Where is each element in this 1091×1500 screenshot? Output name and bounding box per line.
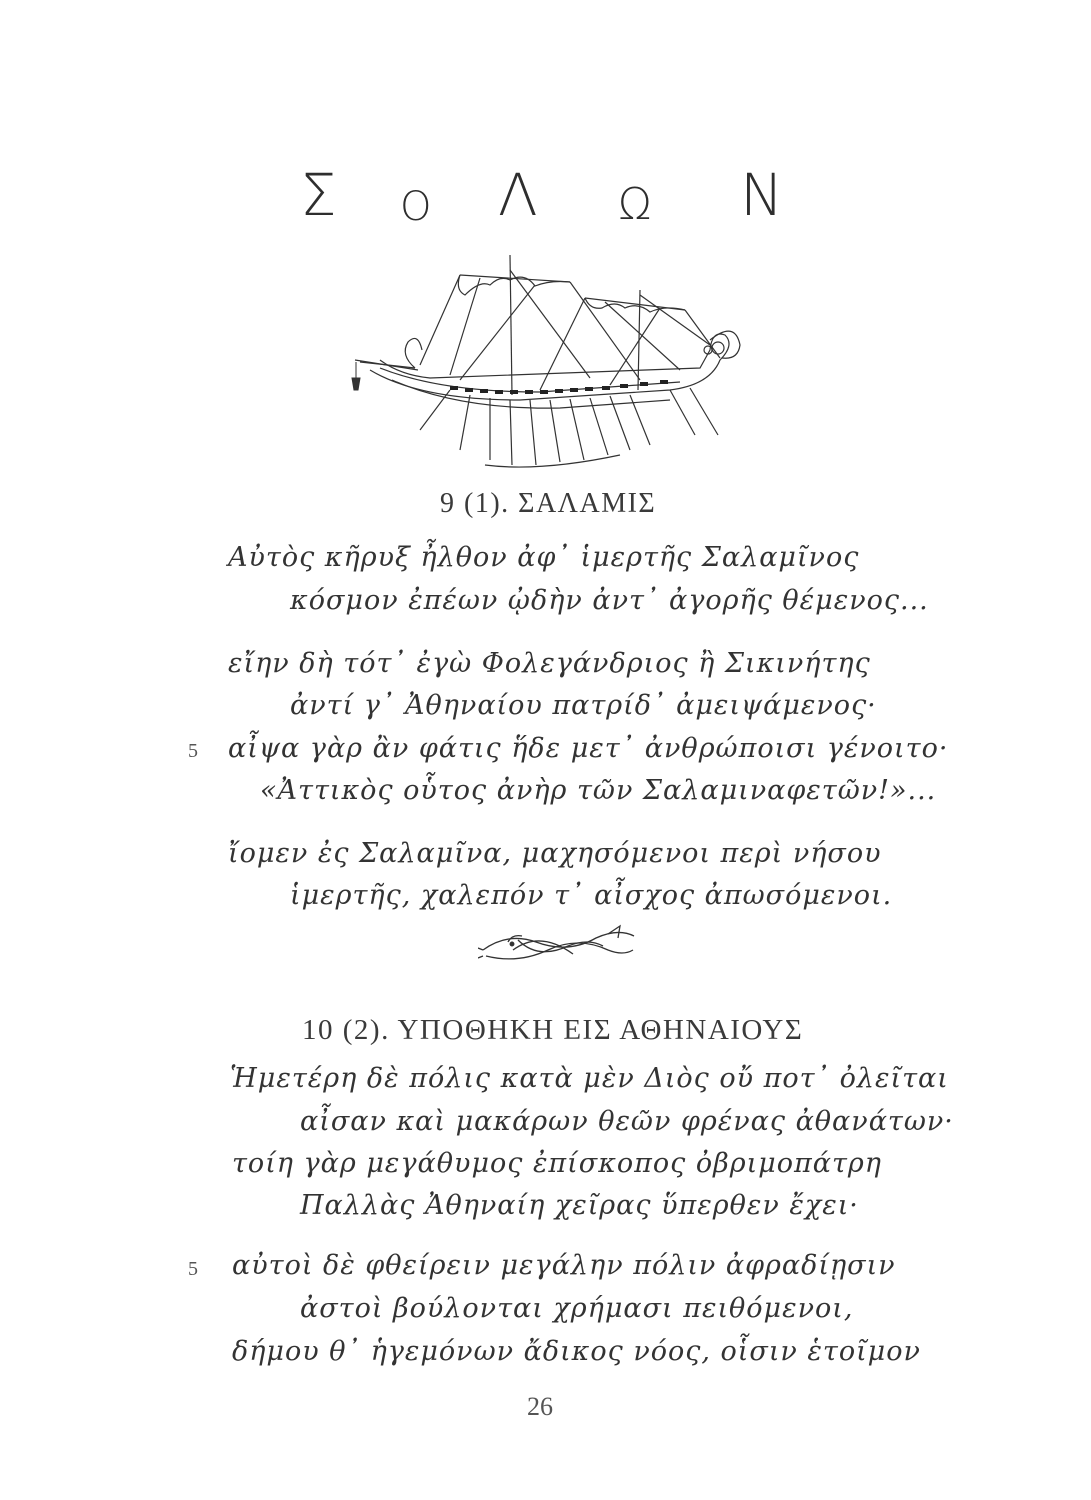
verse-line: αὐτοὶ δὲ φθείρειν μεγάλην πόλιν ἀφραδίῃσιν (232, 1250, 896, 1281)
page-number: 26 (527, 1392, 553, 1421)
verse-line: αἶσαν καὶ μακάρων θεῶν φρένας ἀθανάτων· (300, 1106, 954, 1137)
line-number: 5 (188, 1258, 198, 1280)
verse-line: αἶψα γὰρ ἂν φάτις ἥδε μετ᾽ ἀνθρώποισι γένοιτο· (228, 733, 949, 764)
author-letter-nu: Ν (740, 161, 784, 229)
verse-line: ἴομεν ἐς Σαλαμῖνα, μαχησόμενοι περὶ νήσου (228, 838, 882, 869)
author-letter-sigma: Σ (300, 161, 337, 229)
verse-line: Αὐτὸς κῆρυξ ἦλθον ἀφ᾽ ἱμερτῆς Σαλαμῖνος (228, 542, 860, 573)
verse-line: κόσμον ἐπέων ᾠδὴν ἀντ᾽ ἀγορῆς θέμενος... (290, 585, 929, 616)
verse-line: τοίη γὰρ μεγάθυμος ἐπίσκοπος ὀβριμοπάτρη (232, 1148, 882, 1179)
author-letter-lambda: Λ (498, 161, 538, 229)
verse-line: ἀντί γ᾽ Ἀθηναίου πατρίδ᾽ ἀμειψάμενος· (290, 690, 877, 721)
author-letter-omicron: Ο (400, 184, 432, 230)
verse-line: Παλλὰς Ἀθηναίη χεῖρας ὕπερθεν ἔχει· (300, 1190, 859, 1221)
verse-line: Ἡμετέρη δὲ πόλις κατὰ μὲν Διὸς οὔ ποτ᾽ ὀλεῖται (230, 1063, 949, 1094)
poem-title: 10 (2). ΥΠΟΘΗΚΗ ΕΙΣ ΑΘΗΝΑΙΟΥΣ (302, 1014, 804, 1046)
verse-line: ἱμερτῆς, χαλεπόν τ᾽ αἶσχος ἀπωσόμενοι. (290, 880, 893, 911)
verse-line: εἴην δὴ τότ᾽ ἐγὼ Φολεγάνδριος ἢ Σικινήτης (228, 648, 871, 679)
line-number: 5 (188, 740, 198, 762)
dolphin-ornament-icon (478, 920, 638, 968)
verse-line: ἀστοὶ βούλονται χρήμασι πειθόμενοι, (300, 1293, 854, 1324)
ship-icon (340, 250, 760, 480)
author-letter-omega: Ω (618, 179, 652, 230)
verse-line: «Ἀττικὸς οὗτος ἀνὴρ τῶν Σαλαμιναφετῶν!»... (260, 775, 937, 806)
verse-line: δήμου θ᾽ ἡγεμόνων ἄδικος νόος, οἷσιν ἑτοῖμον (232, 1336, 921, 1367)
poem-title: 9 (1). ΣΑΛΑΜΙΣ (440, 488, 657, 519)
author-name (300, 155, 800, 240)
